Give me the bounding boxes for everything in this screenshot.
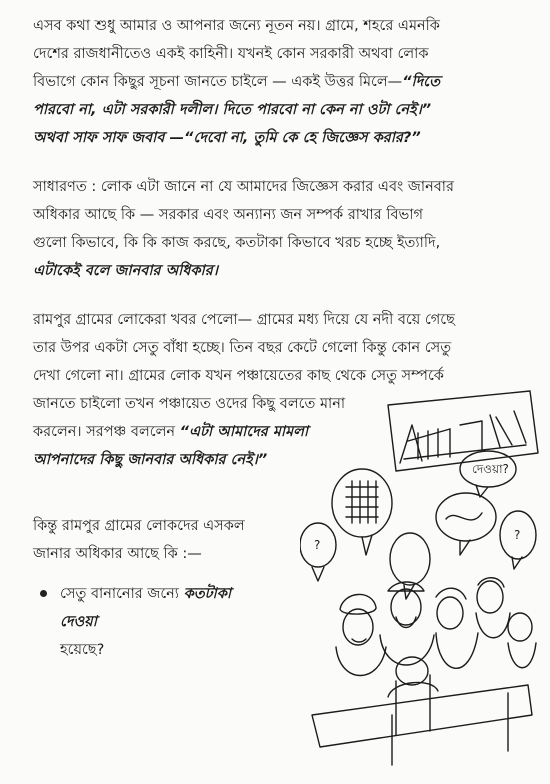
paragraph-3-line-1: রামপুর গ্রামের লোকেরা খবর পেলো— গ্রামের মধ্য দিয়ে যে নদী বয়ে গেছে xyxy=(33,312,455,328)
villager-child xyxy=(508,613,536,668)
bubble-question-right: ? xyxy=(514,528,521,542)
paragraph-4-line-2: জানার অধিকার আছে কি :— xyxy=(33,546,202,562)
paragraph-2-line-4: এটাকেই বলে জানবার অধিকার। xyxy=(33,263,218,279)
bullet-item-1 xyxy=(40,580,270,664)
paragraph-3-line-2: তার উপর একটা সেতু বাঁধা হচ্ছে। তিন বছর কেটে গেলো কিন্তু কোন সেতু xyxy=(33,340,452,356)
bullet-item-1-emphasis: কতটাকা দেওয়া xyxy=(60,586,232,630)
bullet-dot-icon xyxy=(40,590,47,597)
paragraph-3-line-5-quote: “এটা আমাদের মামলা xyxy=(179,424,309,440)
paragraph-4-line-1: কিন্তু রামপুর গ্রামের লোকদের এসকল xyxy=(33,518,245,534)
bullet-item-1-line-1 xyxy=(60,580,270,636)
paragraph-1-line-3 xyxy=(33,68,513,96)
paragraph-1-line-5: অথবা সাফ সাফ জবাব —“দেবো না, তুমি কে হে জিজ্ঞেস করার?” xyxy=(33,130,421,146)
paragraph-1-line-2: দেশের রাজধানীতেও একই কাহিনী। যখনই কোন সরকারী অথবা লোক xyxy=(33,46,429,62)
paragraph-2-line-1: সাধারণত : লোক এটা জানে না যে আমাদের জিজ্ঞেস করার এবং জানবার xyxy=(33,179,454,195)
villagers-illustration xyxy=(300,385,540,775)
paragraph-1-line-4: পারবো না, এটা সরকারী দলীল। দিতে পারবো না কেন না ওটা নেই।” xyxy=(33,102,432,118)
paragraph-1-line-3-quote: “দিতে xyxy=(402,74,440,90)
official-desk xyxy=(312,657,532,765)
paragraph-2-line-2: অধিকার আছে কি — সরকার এবং অন্যান্য জন সম্পর্ক রাখার বিভাগ xyxy=(33,207,424,223)
paragraph-2-line-3: গুলো কিভাবে, কি কি কাজ করছে, কতটাকা কিভাবে খরচ হচ্ছে ইত্যাদি, xyxy=(33,235,441,251)
speech-bubble-scroll xyxy=(436,493,496,555)
paragraph-1-line-1: এসব কথা শুধু আমার ও আপনার জন্যে নূতন নয়। গ্রামে, শহরে এমনকি xyxy=(33,18,440,34)
paragraph-3-line-3: দেখা গেলো না। গ্রামের লোক যখন পঞ্চায়েতের কাছ থেকে সেতু সম্পর্কে xyxy=(33,368,444,384)
villager-older-woman xyxy=(476,578,510,638)
bubble-text-dewa: দেওয়া? xyxy=(472,462,509,476)
speech-bubble-left xyxy=(300,523,336,581)
paragraph-2 xyxy=(33,173,513,285)
paragraph-3-line-4: জানতে চাইলো তখন পঞ্চায়েত ওদের কিছু বলতে মানা xyxy=(33,396,346,412)
villager-woman-saree xyxy=(436,588,478,668)
paragraph-1 xyxy=(33,12,513,152)
villager-elder xyxy=(380,582,434,665)
bullet-item-1-line-2: হয়েছে? xyxy=(60,642,105,658)
bullet-item-1-prefix: সেতু বানানোর জন্যে xyxy=(60,586,180,602)
paragraph-3-line-5-text: করলেন। সরপঞ্চ বললেন xyxy=(33,424,176,440)
speech-bubble-calendar xyxy=(332,469,392,555)
bubble-question-left: ? xyxy=(314,538,321,552)
paragraph-3-line-6: আপনাদের কিছু জানবার অধিকার নেই।” xyxy=(33,452,268,468)
villager-turban xyxy=(336,594,386,675)
paragraph-4 xyxy=(33,512,283,568)
paragraph-1-line-3-text: বিভাগে কোন কিছুর সূচনা জানতে চাইলে — একই উত্তর মিলে— xyxy=(33,74,403,90)
construction-site-sketch xyxy=(388,391,538,471)
